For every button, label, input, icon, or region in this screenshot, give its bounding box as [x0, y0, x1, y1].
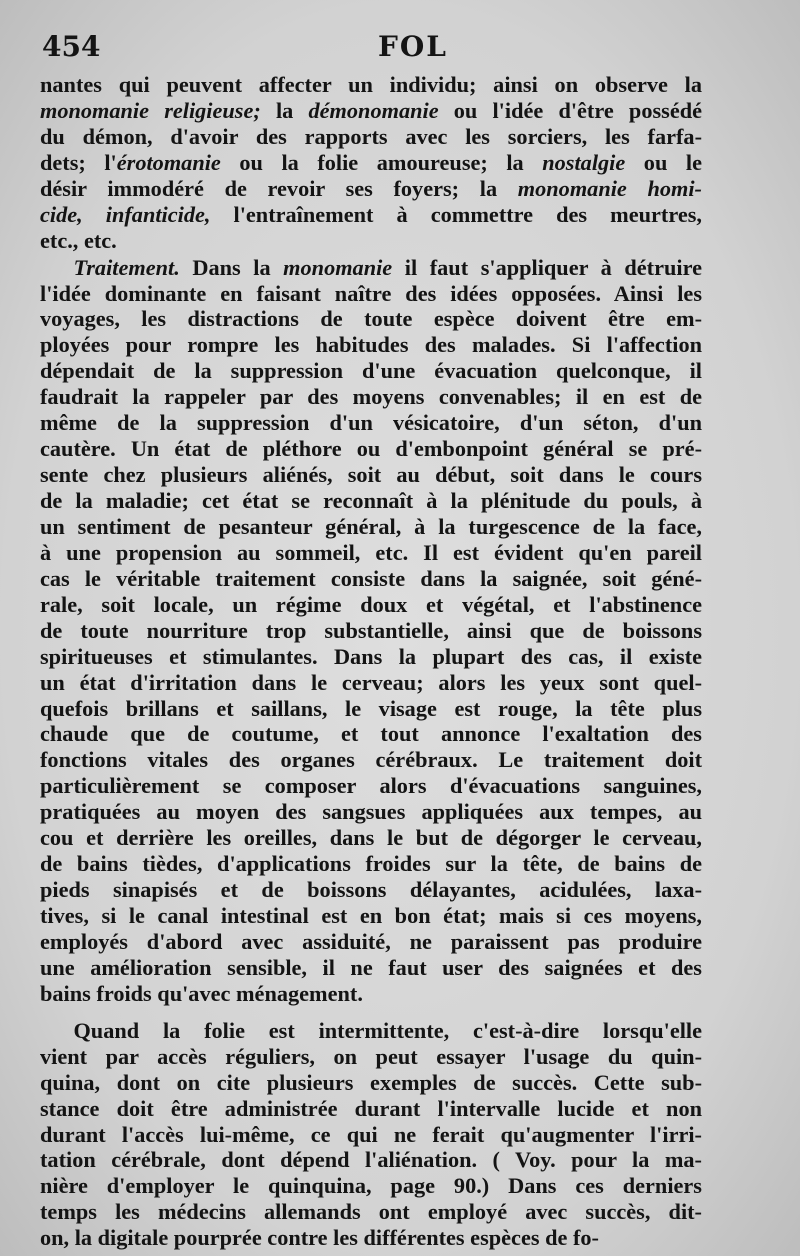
- text-run: voyages, les distractions de toute espèce doivent être em-: [40, 306, 702, 332]
- page-number: 454: [42, 30, 101, 63]
- text-run: tives, si le canal intestinal est en bon état; mais si ces moyens,: [40, 903, 702, 928]
- text-run: etc., etc.: [40, 227, 117, 253]
- text-run: du démon, d'avoir des rapports avec les sorciers, les farfa-: [40, 123, 702, 149]
- text-run: employés d'abord avec assiduité, ne paraissent pas produire: [40, 928, 702, 954]
- text-run: fonctions vitales des organes cérébraux. Le traitement doit: [40, 747, 702, 773]
- text-run: cautère. Un état de pléthore ou d'embonpoint général se pré-: [40, 436, 702, 462]
- text-run: désir immodéré de revoir ses foyers; la: [40, 175, 518, 201]
- text-line: [40, 825, 702, 851]
- text-line: [40, 592, 702, 618]
- text-run: temps les médecins allemands ont employé avec succès, dit-: [40, 1199, 702, 1225]
- text-run: ployées pour rompre les habitudes des malades. Si l'affection: [40, 332, 702, 358]
- text-run: ou le: [625, 149, 702, 175]
- italic-term: cide, infanticide,: [40, 201, 211, 227]
- text-run: il faut s'appliquer à détruire: [392, 254, 702, 280]
- italic-term: nostalgie: [542, 149, 626, 175]
- text-run: Dans la: [179, 254, 284, 280]
- paragraph: [40, 255, 702, 1007]
- text-line: [40, 488, 702, 514]
- text-run: nantes qui peuvent affecter un individu; ainsi on observe la: [40, 72, 702, 97]
- italic-term: monomanie homi-: [517, 175, 702, 201]
- text-run: bains froids qu'avec ménagement.: [40, 980, 363, 1006]
- text-run: de bains tièdes, d'applications froides sur la tête, de bains de: [40, 851, 702, 877]
- text-line: [40, 228, 702, 254]
- text-line: [40, 773, 702, 799]
- text-run: un sentiment de pesanteur général, à la turgescence de la face,: [40, 513, 702, 539]
- text-run: faudrait la rappeler par des moyens convenables; il en est de: [40, 384, 702, 410]
- text-run: pratiquées au moyen des sangsues appliquées aux tempes, au: [40, 799, 702, 825]
- paragraph: [40, 1018, 702, 1251]
- text-run: même de la suppression d'un vésicatoire, d'un séton, d'un: [40, 410, 702, 436]
- text-line: [40, 1173, 702, 1199]
- text-run: rale, soit locale, un régime doux et végétal, et l'abstinence: [40, 591, 702, 617]
- text-line: [40, 124, 702, 150]
- text-run: dets; l': [40, 149, 117, 175]
- text-run: Quand la folie est intermittente, c'est-à-dire lorsqu'elle: [40, 1017, 702, 1043]
- text-line: [40, 799, 702, 825]
- text-run: l'idée dominante en faisant naître des idées opposées. Ainsi les: [40, 280, 702, 306]
- text-line: [40, 176, 702, 202]
- text-line: [40, 306, 702, 332]
- text-run: une amélioration sensible, il ne faut user des saignées et des: [40, 954, 702, 980]
- text-line: [40, 1225, 702, 1251]
- text-line: [40, 1070, 702, 1096]
- text-line: [40, 410, 702, 436]
- page-header: [42, 30, 760, 66]
- text-run: particulièrement se composer alors d'évacuations sanguines,: [40, 773, 702, 799]
- text-line: [40, 1044, 702, 1070]
- text-run: la: [260, 97, 309, 123]
- text-line: [40, 462, 702, 488]
- text-run: un état d'irritation dans le cerveau; alors les yeux sont quel-: [40, 669, 702, 695]
- text-line: [40, 1122, 702, 1148]
- text-run: on, la digitale pourprée contre les différentes espèces de fo-: [40, 1225, 599, 1251]
- text-run: cas le véritable traitement consiste dans la saignée, soit géné-: [40, 565, 702, 591]
- text-run: quefois brillans et saillans, le visage est rouge, la tête plus: [40, 695, 702, 721]
- text-run: dépendait de la suppression d'une évacuation quelconque, il: [40, 358, 702, 384]
- text-line: [40, 877, 702, 903]
- text-line: [40, 281, 702, 307]
- text-run: à une propension au sommeil, etc. Il est évident qu'en pareil: [40, 539, 702, 565]
- text-line: [40, 644, 702, 670]
- text-run: chaude que de coutume, et tout annonce l'exaltation des: [40, 721, 702, 747]
- text-line: [40, 955, 702, 981]
- text-line: [40, 903, 702, 929]
- paragraph: [40, 72, 702, 254]
- text-line: [40, 1096, 702, 1122]
- text-line: [40, 1147, 702, 1173]
- text-line: [40, 618, 702, 644]
- text-run: [40, 255, 73, 280]
- text-run: quina, dont on cite plusieurs exemples de succès. Cette sub-: [40, 1069, 702, 1095]
- text-run: stance doit être administrée durant l'intervalle lucide et non: [40, 1095, 702, 1121]
- body-text: [40, 72, 702, 1251]
- text-line: [40, 540, 702, 566]
- text-line: [40, 696, 702, 722]
- italic-term: démonomanie: [308, 97, 439, 123]
- text-run: spiritueuses et stimulantes. Dans la plupart des cas, il existe: [40, 643, 702, 669]
- text-line: [40, 358, 702, 384]
- italic-term: monomanie religieuse;: [40, 97, 261, 123]
- text-run: durant l'accès lui-même, ce qui ne ferait qu'augmenter l'irri-: [40, 1121, 702, 1147]
- text-line: [40, 670, 702, 696]
- text-line: [40, 514, 702, 540]
- text-line: [40, 150, 702, 176]
- text-run: vient par accès réguliers, on peut essayer l'usage du quin-: [40, 1043, 702, 1069]
- italic-term: Traitement.: [73, 254, 180, 280]
- text-line: [40, 72, 702, 98]
- text-run: ou l'idée d'être possédé: [438, 97, 703, 123]
- text-line: [40, 747, 702, 773]
- text-run: de la maladie; cet état se reconnaît à la plénitude du pouls, à: [40, 488, 702, 513]
- text-run: sente chez plusieurs aliénés, soit au début, soit dans le cours: [40, 462, 702, 488]
- italic-term: monomanie: [283, 254, 393, 280]
- text-line: [40, 721, 702, 747]
- text-line: [40, 255, 702, 281]
- text-line: [40, 436, 702, 462]
- text-run: ou la folie amoureuse; la: [220, 149, 543, 175]
- text-line: [40, 98, 702, 124]
- text-run: pieds sinapisés et de boissons délayantes, acidulées, laxa-: [40, 877, 702, 903]
- text-line: [40, 1018, 702, 1044]
- text-line: [40, 851, 702, 877]
- text-run: de toute nourriture trop substantielle, ainsi que de boissons: [40, 617, 702, 643]
- text-run: nière d'employer le quinquina, page 90.) Dans ces derniers: [40, 1173, 702, 1199]
- text-line: [40, 384, 702, 410]
- text-line: [40, 1199, 702, 1225]
- text-run: tation cérébrale, dont dépend l'aliénation. ( Voy. pour la ma-: [40, 1147, 702, 1173]
- text-line: [40, 332, 702, 358]
- text-line: [40, 929, 702, 955]
- text-run: cou et derrière les oreilles, dans le but de dégorger le cerveau,: [40, 825, 702, 851]
- text-line: [40, 981, 702, 1007]
- text-line: [40, 202, 702, 228]
- text-run: l'entraînement à commettre des meurtres,: [210, 201, 702, 227]
- running-head: FOL: [378, 30, 448, 63]
- italic-term: érotomanie: [116, 149, 221, 175]
- text-line: [40, 566, 702, 592]
